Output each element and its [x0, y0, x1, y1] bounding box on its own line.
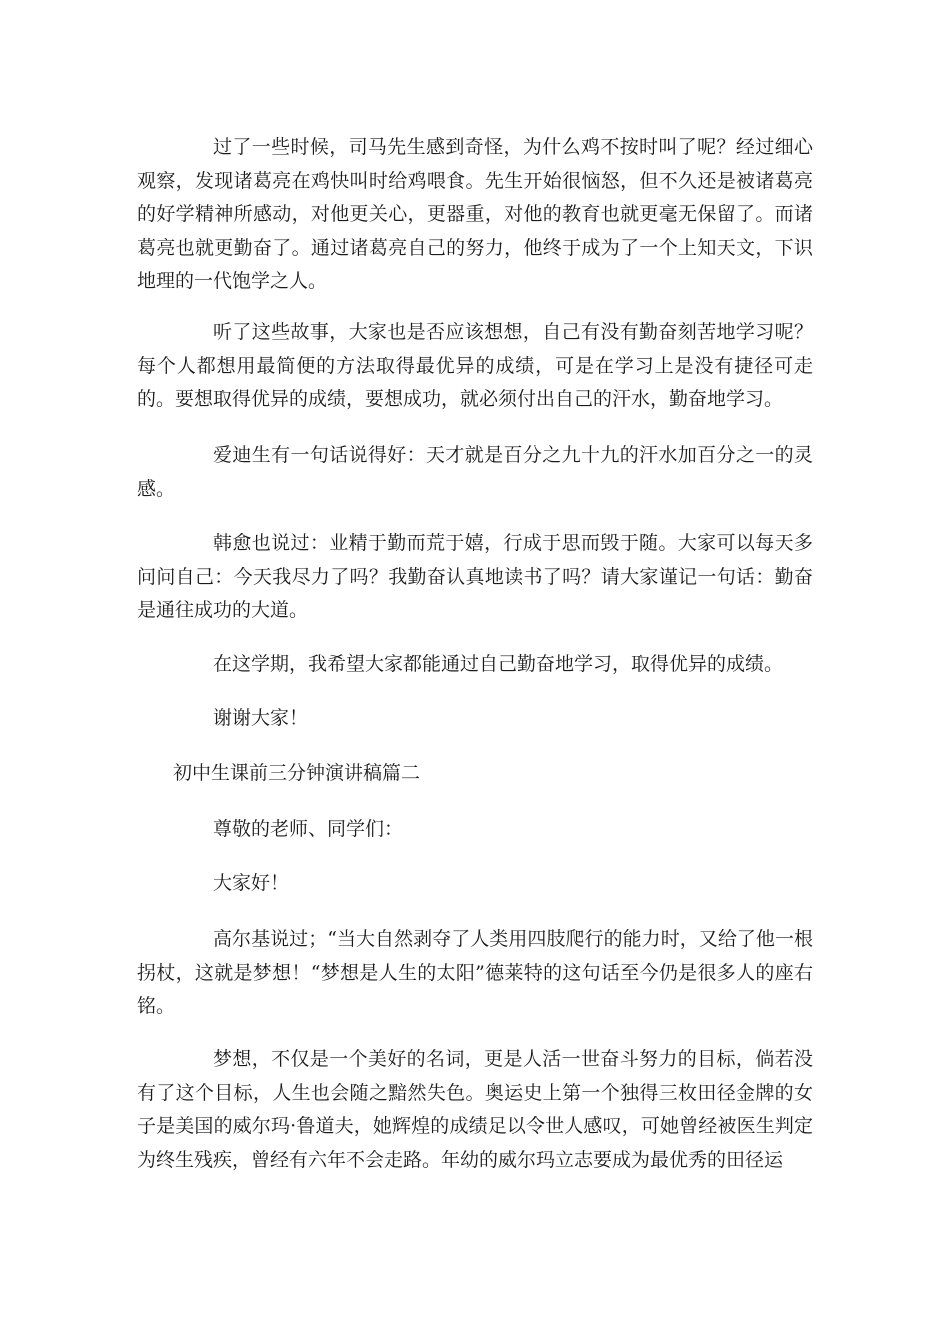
body-paragraph-zhuge-liang: 过了一些时候，司马先生感到奇怪，为什么鸡不按时叫了呢？经过细心观察，发现诸葛亮在鸡快叫时给鸡喂食。先生开始很恼怒，但不久还是被诸葛亮的好学精神所感动，对他更关心，更器重，对他的教育也就更毫无保留了。而诸葛亮也就更勤奋了。通过诸葛亮自己的努力，他终于成为了一个上知天文，下识地理的一代饱学之人。: [137, 136, 813, 292]
body-paragraph-dream: 梦想，不仅是一个美好的名词，更是人活一世奋斗努力的目标，倘若没有了这个目标，人生也会随之黯然失色。奥运史上第一个独得三枚田径金牌的女子是美国的威尔玛·鲁道夫，她辉煌的成绩足以令世人感叹，可她曾经被医生判定为终生残疾，曾经有六年不会走路。年幼的威尔玛立志要成为最优秀的田径运: [137, 1048, 813, 1171]
body-paragraph-edison-quote: 爱迪生有一句话说得好：天才就是百分之九十九的汗水加百分之一的灵感。: [137, 444, 813, 500]
salutation: 尊敬的老师、同学们：: [213, 818, 404, 840]
body-paragraph-semester-wish: 在这学期，我希望大家都能通过自己勤奋地学习，取得优异的成绩。: [213, 653, 784, 675]
body-paragraph-gorky-quote: 高尔基说过；“当大自然剥夺了人类用四肢爬行的能力时，又给了他一根拐杖，这就是梦想！“梦想是人生的太阳”德莱特的这句话至今仍是很多人的座右铭。: [137, 928, 813, 1017]
closing-thanks: 谢谢大家！: [213, 707, 309, 729]
section-title: 初中生课前三分钟演讲稿篇二: [173, 762, 421, 784]
body-paragraph-diligence: 听了这些故事，大家也是否应该想想，自己有没有勤奋刻苦地学习呢？每个人都想用最简便的方法取得最优异的成绩，可是在学习上是没有捷径可走的。要想取得优异的成绩，要想成功，就必须付出自己的汗水，勤奋地学习。: [137, 321, 813, 410]
body-paragraph-han-yu-quote: 韩愈也说过：业精于勤而荒于嬉，行成于思而毁于随。大家可以每天多问问自己：今天我尽力了吗？我勤奋认真地读书了吗？请大家谨记一句话：勤奋是通往成功的大道。: [137, 532, 813, 621]
greeting: 大家好！: [213, 872, 290, 894]
